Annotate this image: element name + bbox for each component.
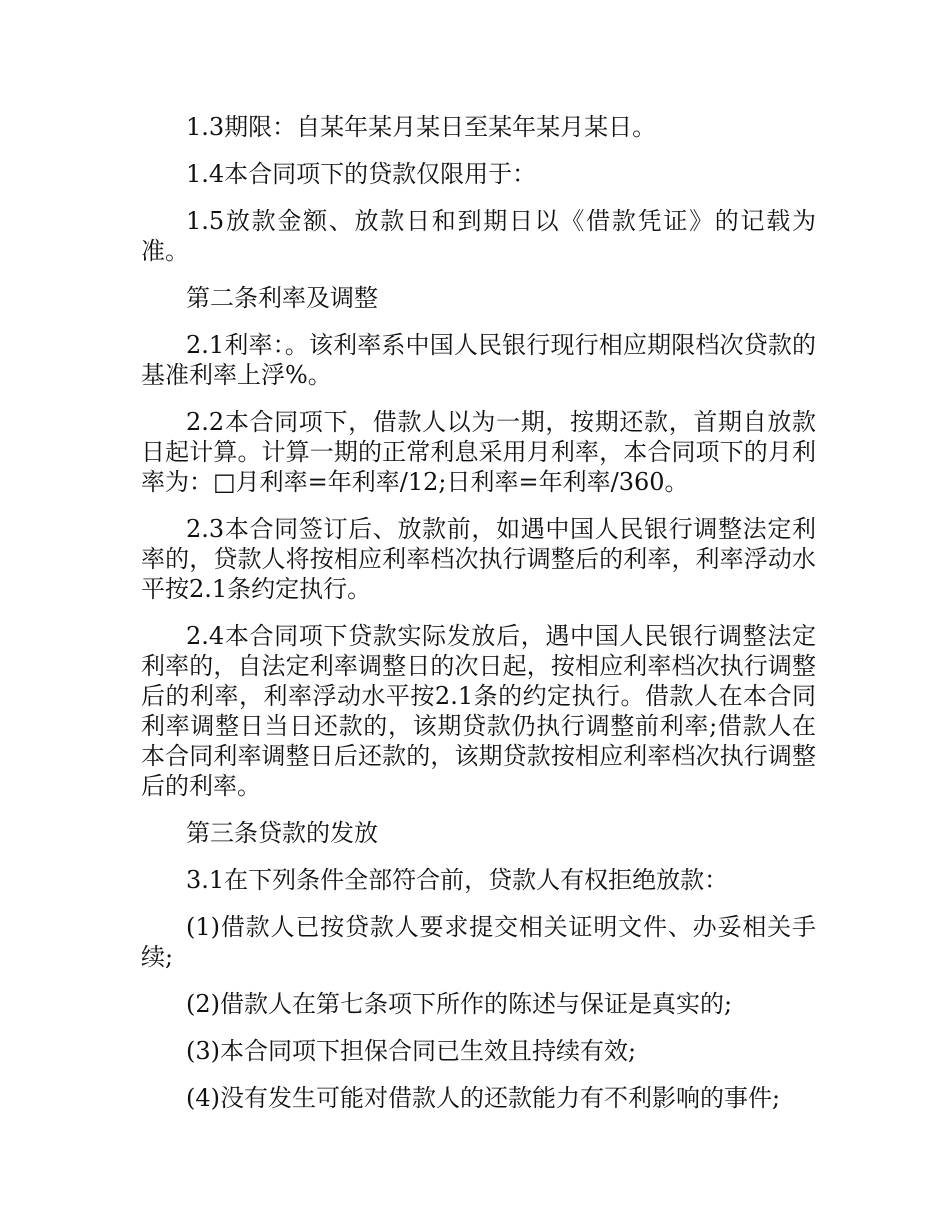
condition-4: (4)没有发生可能对借款人的还款能力有不利影响的事件; bbox=[186, 1084, 781, 1112]
condition-1: (1)借款人已按贷款人要求提交相关证明文件、办妥相关手续; bbox=[141, 913, 816, 971]
clause-1-5: 1.5放款金额、放款日和到期日以《借款凭证》的记载为准。 bbox=[141, 207, 816, 265]
clause-1-4: 1.4本合同项下的贷款仅限用于： bbox=[186, 160, 537, 188]
clause-3-1: 3.1在下列条件全部符合前，贷款人有权拒绝放款： bbox=[186, 866, 729, 894]
condition-2: (2)借款人在第七条项下所作的陈述与保证是真实的; bbox=[186, 990, 733, 1018]
clause-2-4: 2.4本合同项下贷款实际发放后，遇中国人民银行调整法定利率的，自法定利率调整日的次日起，按相应利率档次执行调整后的利率，利率浮动水平按2.1条的约定执行。借款人在本合同利率调整日当日还款的，该期贷款仍执行调整前利率;借款人在本合同利率调整日后还款的，该期贷款按相应利率档次执行调整后的利率。 bbox=[141, 622, 816, 800]
clause-2-2: 2.2本合同项下，借款人以为一期，按期还款，首期自放款日起计算。计算一期的正常利息采用月利率，本合同项下的月利率为：□月利率=年利率/12;日利率=年利率/360。 bbox=[141, 408, 816, 496]
clause-1-3: 1.3期限：自某年某月某日至某年某月某日。 bbox=[186, 113, 657, 141]
clause-2-1: 2.1利率：。该利率系中国人民银行现行相应期限档次贷款的基准利率上浮%。 bbox=[141, 331, 816, 389]
condition-3: (3)本合同项下担保合同已生效且持续有效; bbox=[186, 1037, 637, 1065]
article-2-heading: 第二条利率及调整 bbox=[186, 284, 378, 312]
document-body bbox=[141, 112, 816, 1130]
article-3-heading: 第三条贷款的发放 bbox=[186, 819, 378, 847]
clause-2-3: 2.3本合同签订后、放款前，如遇中国人民银行调整法定利率的，贷款人将按相应利率档次执行调整后的利率，利率浮动水平按2.1条约定执行。 bbox=[141, 515, 816, 603]
